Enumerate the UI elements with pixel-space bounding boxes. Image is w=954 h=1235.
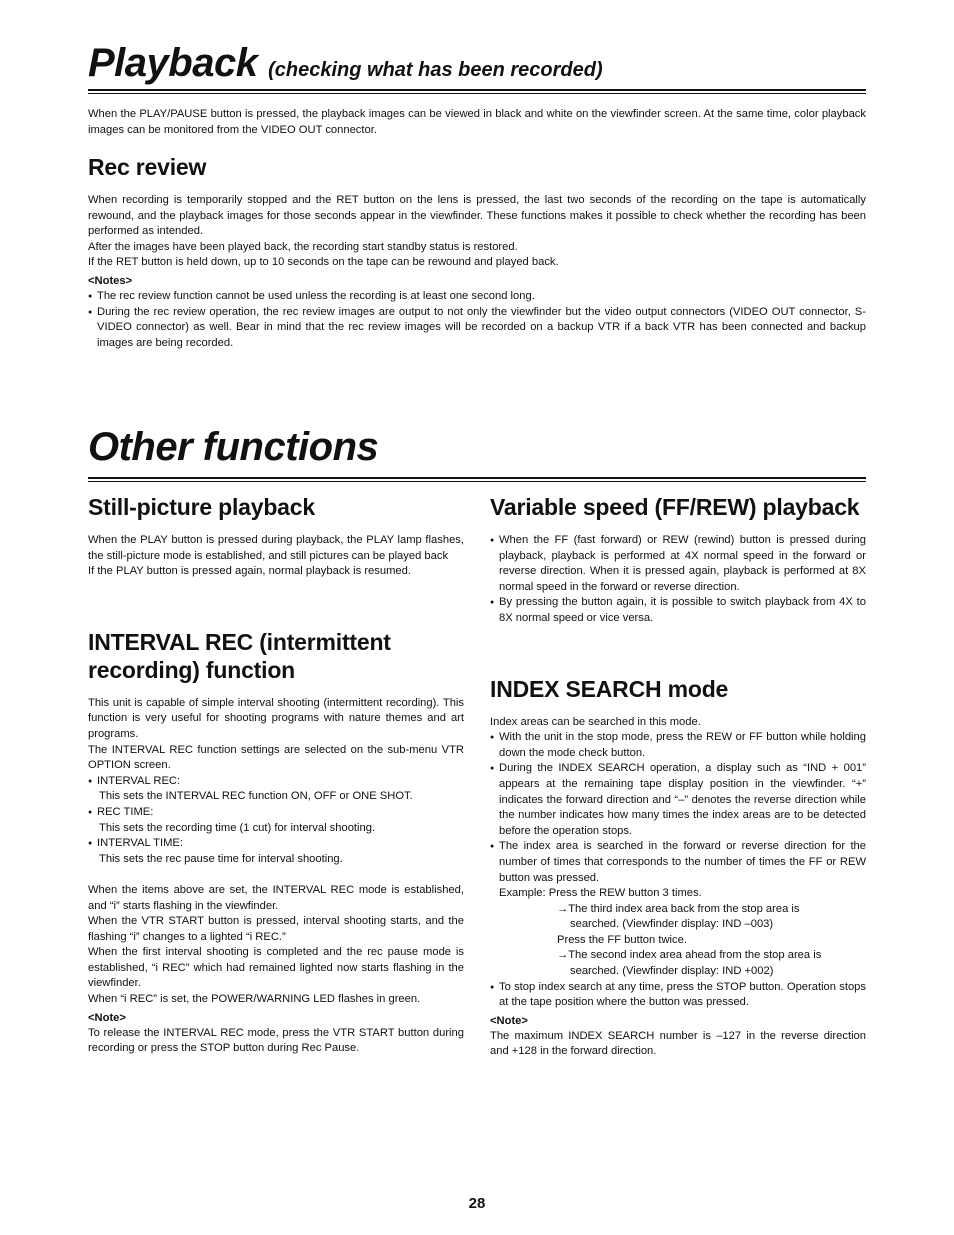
rec-review-paragraph: If the RET button is held down, up to 10 seconds on the tape can be rewound and played back. [88, 256, 559, 269]
index-search-list [490, 730, 866, 886]
playback-divider [88, 89, 866, 94]
list-item [88, 836, 464, 852]
playback-title-main: Playback [88, 41, 258, 85]
interval-rec-heading [88, 628, 464, 684]
list-item: ● During the rec review operation, the rec review images are output to not only the viewfinder but the video output connectors (VIDEO OUT connector, S-VIDEO connector) as well. Bear in mind that the rec review images will be recorded on a backup VTR if a back VTR has been connected and backup images are being recorded. [88, 305, 866, 352]
interval-rec-paragraph: The INTERVAL REC function settings are selected on the sub-menu VTR OPTION screen. [88, 743, 464, 772]
index-search-body [490, 715, 866, 1060]
list-item: ● The rec review function cannot be used unless the recording is at least one second long. [88, 289, 866, 305]
rec-review-notes-list [88, 289, 866, 351]
item-desc: This sets the recording time (1 cut) for interval shooting. [99, 821, 376, 834]
interval-rec-items [88, 805, 464, 821]
item-label: INTERVAL TIME: [97, 837, 183, 850]
interval-rec-body [88, 696, 464, 1057]
still-picture-paragraph: When the PLAY button is pressed during playback, the PLAY lamp flashes, the still-picture mode is established, and still pictures can be played back [88, 534, 464, 562]
interval-rec-paragraph: When the first interval shooting is completed and the rec pause mode is established, “i REC” which had remained lighted now starts flashing in the viewfinder. [88, 946, 464, 990]
list-item: ● When the FF (fast forward) or REW (rewind) button is pressed during playback, playback is performed at 4X normal speed in the forward or reverse direction. When it is pressed again, playback is performed at 8X normal speed in the forward or reverse direction. [490, 533, 866, 595]
playback-subtitle: (checking what has been recorded) [268, 59, 603, 81]
rec-review-paragraph: After the images have been played back, the recording start standby status is restored. [88, 240, 518, 253]
list-item: ● The index area is searched in the forward or reverse direction for the number of times that corresponds to the number of times the FF or REW button was pressed. [490, 839, 866, 886]
rec-review-notes-label: <Notes> [88, 274, 133, 287]
interval-rec-note: To release the INTERVAL REC mode, press the VTR START button during recording or press the STOP button during Rec Pause. [88, 1026, 464, 1055]
spacer [88, 867, 464, 883]
list-item [88, 774, 464, 790]
index-search-list [490, 980, 866, 1011]
playback-title [88, 41, 603, 92]
item-label: INTERVAL REC: [97, 774, 181, 787]
item-label: REC TIME: [97, 805, 154, 818]
other-functions-divider [88, 477, 866, 482]
list-item: ● With the unit in the stop mode, press the REW or FF button while holding down the mode check button. [490, 730, 866, 761]
example-result: →The second index area ahead from the stop area is [557, 949, 822, 962]
page-number: 28 [468, 1195, 486, 1212]
interval-rec-paragraph: When “i REC” is set, the POWER/WARNING LED flashes in green. [88, 993, 421, 1006]
interval-rec-items [88, 774, 464, 790]
list-item: ● To stop index search at any time, press the STOP button. Operation stops at the tape position where the button was pressed. [490, 980, 866, 1011]
example-result: →The third index area back from the stop area is [557, 902, 800, 915]
index-search-note: The maximum INDEX SEARCH number is –127 in the reverse direction and +128 in the forward direction. [490, 1029, 866, 1058]
rec-review-paragraph: When recording is temporarily stopped and the RET button on the lens is pressed, the last two seconds of the recording on the tape is automatically rewound, and the playback images for those seconds appear in the viewfinder. These functions makes it possible to check whether the recording has been performed as intended. [88, 194, 866, 238]
right-column [490, 493, 866, 1060]
still-picture-paragraph: If the PLAY button is pressed again, normal playback is resumed. [88, 565, 411, 578]
interval-rec-paragraph: This unit is capable of simple interval shooting (intermittent recording). This function is very useful for shooting programs with nature themes and art programs. [88, 696, 464, 740]
example-step: Press the FF button twice. [557, 933, 687, 946]
still-picture-body [88, 533, 464, 580]
playback-intro: When the PLAY/PAUSE button is pressed, the playback images can be viewed in black and white on the viewfinder screen. At the same time, color playback images can be monitored from the VIDEO OUT connector. [88, 108, 866, 136]
interval-rec-paragraph: When the items above are set, the INTERVAL REC mode is established, and “i” starts flashing in the viewfinder. [88, 883, 464, 912]
variable-speed-heading: Variable speed (FF/REW) playback [490, 494, 860, 520]
example-result: searched. (Viewfinder display: IND +002) [570, 965, 774, 978]
list-item [88, 805, 464, 821]
index-search-heading: INDEX SEARCH mode [490, 675, 729, 702]
other-functions-title: Other functions [88, 425, 379, 469]
index-search-intro: Index areas can be searched in this mode. [490, 715, 701, 728]
left-column [88, 493, 464, 1057]
item-desc: This sets the INTERVAL REC function ON, OFF or ONE SHOT. [99, 790, 413, 803]
interval-rec-note-label: <Note> [88, 1011, 126, 1024]
list-item: ● During the INDEX SEARCH operation, a display such as “IND + 001” appears at the remaining tape display position in the viewfinder. “+” indicates the forward direction and “–” denotes the reverse direction while the number indicates how many times the index areas are to be detected before the operation stops. [490, 761, 866, 839]
interval-rec-heading-line1: INTERVAL REC (intermittent [88, 628, 391, 655]
index-search-note-label: <Note> [490, 1014, 528, 1027]
still-picture-heading: Still-picture playback [88, 494, 315, 520]
example-result: searched. (Viewfinder display: IND –003) [570, 918, 774, 931]
rec-review-body [88, 193, 866, 351]
interval-rec-heading-line2: recording) function [88, 656, 296, 683]
item-desc: This sets the rec pause time for interval shooting. [99, 852, 343, 865]
interval-rec-paragraph: When the VTR START button is pressed, interval shooting starts, and the flashing “i” changes to a lighted “i REC.” [88, 915, 464, 943]
interval-rec-items [88, 836, 464, 852]
list-item: ● By pressing the button again, it is possible to switch playback from 4X to 8X normal speed or vice versa. [490, 595, 866, 626]
rec-review-heading: Rec review [88, 154, 207, 180]
variable-speed-list [490, 533, 866, 627]
example-line: Example: Press the REW button 3 times. [499, 887, 702, 900]
